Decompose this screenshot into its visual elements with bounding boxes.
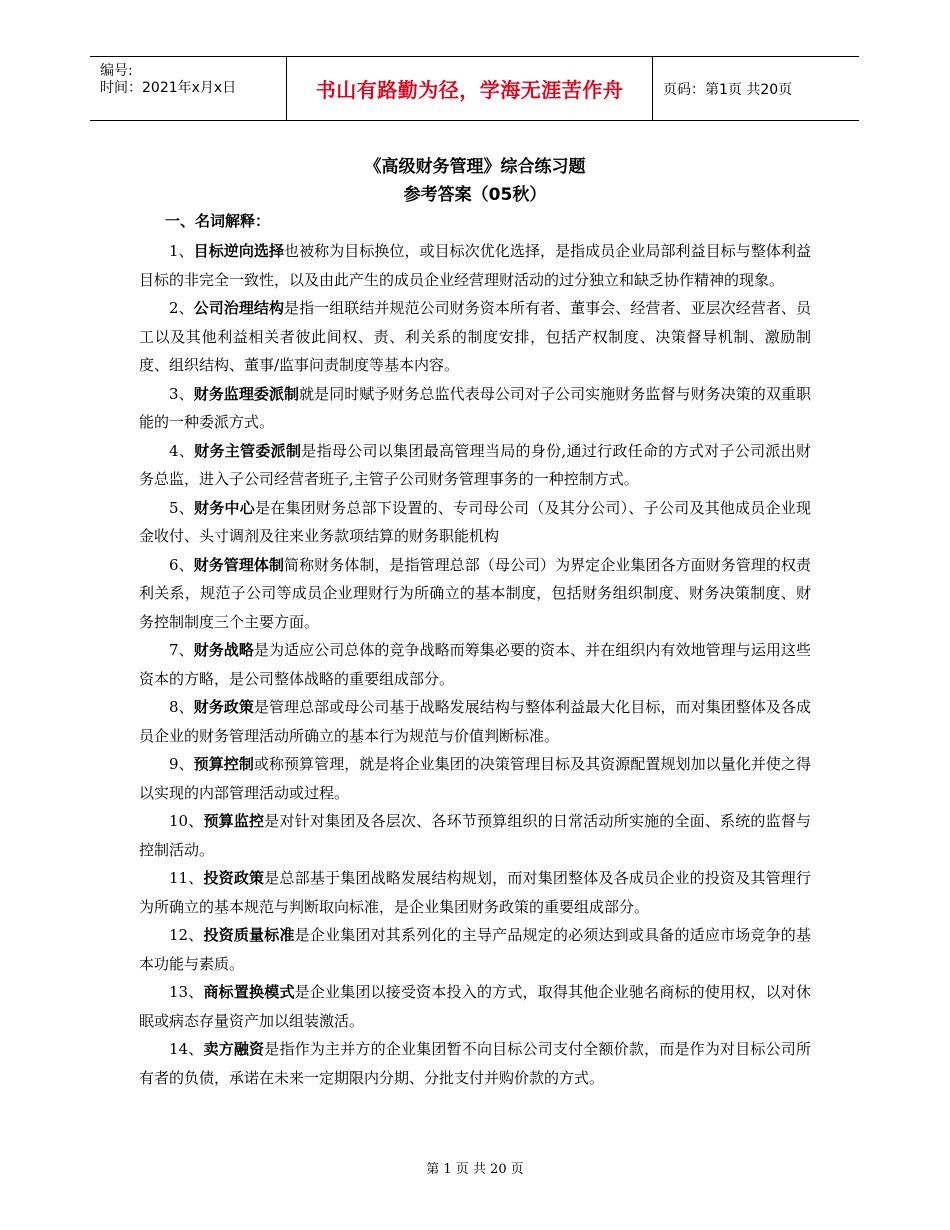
definition-item	[139, 693, 811, 750]
item-definition: 是企业集团对其系列化的主导产品规定的必须达到或具备的适应市场竞争的基本功能与素质。	[139, 926, 811, 973]
item-term: 财务管理体制	[193, 555, 285, 574]
document-subtitle: 参考答案（05秋）	[403, 185, 547, 205]
definition-item	[139, 551, 811, 637]
page-header	[90, 56, 859, 121]
item-number: 6、	[169, 555, 194, 574]
item-definition: 是总部基于集团战略发展结构规划，而对集团整体及各成员企业的投资及其管理行为所确立的基本规范与判断取向标准，是企业集团财务政策的重要组成部分。	[139, 869, 811, 916]
item-definition: 是指一组联结并规范公司财务资本所有者、董事会、经营者、亚层次经营者、员工以及其他利益相关者彼此间权、责、利关系的制度安排，包括产权制度、决策督导机制、激励制度、组织结构、董事/监事问责制度等基本内容。	[139, 299, 811, 374]
item-definition: 也被称为目标换位，或目标次优化选择，是指成员企业局部利益目标与整体利益目标的非完全一致性，以及由此产生的成员企业经营理财活动的过分独立和缺乏协作精神的现象。	[139, 242, 811, 289]
item-term: 财务主管委派制	[194, 441, 302, 460]
item-number: 1、	[169, 242, 194, 260]
definition-item	[139, 750, 811, 807]
item-number: 12、	[169, 926, 204, 944]
time-label: 时间：2021年x月x日	[100, 80, 237, 96]
item-definition: 就是同时赋予财务总监代表母公司对子公司实施财务监督与财务决策的双重职能的一种委派方式。	[139, 384, 811, 431]
definition-item	[139, 807, 811, 864]
header-meta	[90, 57, 286, 120]
item-term: 预算监控	[203, 812, 265, 830]
item-term: 商标置换模式	[203, 983, 295, 1001]
item-number: 2、	[169, 299, 194, 317]
definition-item	[139, 978, 811, 1035]
item-number: 5、	[169, 498, 195, 517]
item-definition: 是企业集团以接受资本投入的方式，取得其他企业驰名商标的使用权，以对休眠或病态存量资产加以组装激活。	[139, 983, 811, 1030]
item-definition: 是管理总部或母公司基于战略发展结构与整体利益最大化目标，而对集团整体及各成员企业的财务管理活动所确立的基本行为规范与价值判断标准。	[139, 698, 811, 745]
item-term: 财务监理委派制	[193, 384, 300, 403]
definition-item	[139, 921, 811, 978]
item-number: 13、	[169, 983, 204, 1001]
section-heading: 一、名词解释：	[165, 212, 271, 230]
definition-item	[139, 494, 811, 551]
item-number: 7、	[169, 641, 194, 659]
item-term: 预算控制	[193, 755, 254, 773]
item-number: 11、	[169, 869, 204, 887]
item-term: 目标逆向选择	[193, 242, 285, 260]
definition-item	[139, 380, 811, 437]
item-number: 8、	[169, 698, 194, 716]
header-motto: 书山有路勤为径，学海无涯苦作舟	[286, 57, 653, 120]
header-page-info: 页码：第1页 共20页	[663, 81, 793, 98]
item-definition: 简称财务体制，是指管理总部（母公司）为界定企业集团各方面财务管理的权责利关系，规范子公司等成员企业理财行为所确立的基本制度，包括财务组织制度、财务决策制度、财务控制制度三个主要方面。	[139, 555, 811, 631]
definition-item	[139, 864, 811, 921]
item-term: 投资质量标准	[203, 926, 295, 944]
definition-item	[139, 1035, 811, 1092]
item-number: 10、	[169, 812, 204, 830]
item-number: 3、	[169, 384, 194, 403]
item-definition: 是指母公司以集团最高管理当局的身份,通过行政任命的方式对子公司派出财务总监，进入子公司经营者班子,主管子公司财务管理事务的一种控制方式。	[139, 441, 811, 488]
definition-item	[139, 294, 811, 380]
item-definition: 是为适应公司总体的竞争战略而筹集必要的资本、并在组织内有效地管理与运用这些资本的方略，是公司整体战略的重要组成部分。	[139, 641, 811, 688]
item-number: 9、	[169, 755, 194, 773]
item-definition: 或称预算管理，就是将企业集团的决策管理目标及其资源配置规划加以量化并使之得以实现的内部管理活动或过程。	[139, 755, 811, 802]
document-title: 《高级财务管理》综合练习题	[364, 157, 586, 177]
definition-item	[139, 437, 811, 494]
definition-list	[139, 237, 811, 1092]
definition-item	[139, 636, 811, 693]
item-definition: 是在集团财务总部下设置的、专司母公司（及其分公司）、子公司及其他成员企业现金收付、头寸调剂及往来业务款项结算的财务职能机构	[139, 498, 811, 545]
item-term: 财务中心	[194, 498, 255, 517]
item-term: 公司治理结构	[193, 299, 285, 317]
item-definition: 是指作为主并方的企业集团暂不向目标公司支付全额价款，而是作为对目标公司所有者的负债，承诺在未来一定期限内分期、分批支付并购价款的方式。	[139, 1040, 811, 1087]
item-number: 14、	[169, 1040, 204, 1058]
item-definition: 是对针对集团及各层次、各环节预算组织的日常活动所实施的全面、系统的监督与控制活动。	[139, 812, 811, 859]
number-label: 编号:	[100, 63, 133, 79]
item-term: 投资政策	[203, 869, 265, 887]
item-term: 卖方融资	[203, 1040, 265, 1058]
definition-item	[139, 237, 811, 294]
item-number: 4、	[169, 441, 195, 460]
page-footer: 第 1 页 共 20 页	[426, 1162, 524, 1177]
item-term: 财务政策	[193, 698, 254, 716]
item-term: 财务战略	[193, 641, 254, 659]
